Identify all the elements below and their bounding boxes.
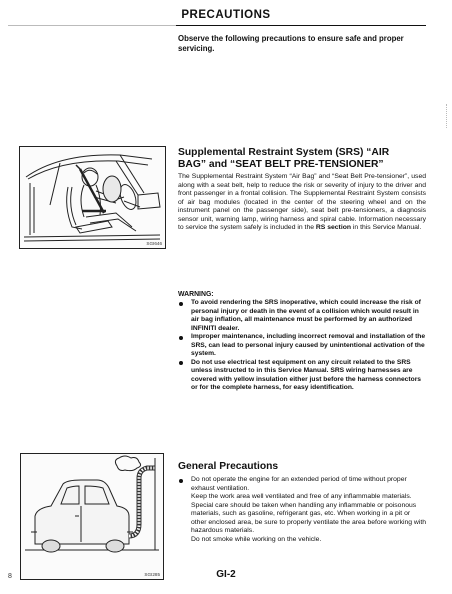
warning-text: Improper maintenance, including incorrect removal and installation of the SRS, can lead to personal injury caused by unintentional activation of the system. [191, 333, 426, 357]
warning-text: To avoid rendering the SRS inoperative, which could increase the risk of personal injury or death in the event of a collision which would result in air bag inflation, all maintenance must be performed by an authorized INFINITI dealer. [191, 299, 421, 332]
srs-title-line-1: Supplemental Restraint System (SRS) “AIR [178, 147, 390, 158]
precaution-continuation: Keep the work area well ventilated and free of any inflammable materials. Special care should be taken when handling any inflammable or poisonous materials, such as gasoline, refrigerant gas, etc. When working in a pit or other enclosed area, be sure to properly ventilate the area before working with hazardous materials. [191, 493, 427, 534]
header-rule [176, 25, 426, 26]
exhaust-ventilation-illustration [20, 453, 164, 580]
warning-heading: WARNING: [178, 291, 214, 298]
list-item [178, 333, 426, 359]
srs-body-pre: The Supplemental Restraint System “Air Bag” and “Seat Belt Pre-tensioner”, used along with a seat belt, help to reduce the risk or severity of injury to the driver and front passenger in a frontal collision. The Supplemental Restraint System consists of air bag modules (located in the center of the steering wheel and on the instrument panel on the passenger side), seat belt pre-tensioners, a diagnosis sensor unit, warning lamp, wiring harness and spiral cable. Information necessary to service the system safely is included in the [178, 173, 426, 231]
page-header-title: PRECAUTIONS [181, 9, 271, 21]
intro-text: Observe the following precautions to ensure safe and proper servicing. [178, 34, 404, 53]
bullet-icon [179, 336, 183, 340]
general-precautions-title: General Precautions [178, 461, 279, 472]
srs-illustration [19, 146, 166, 249]
warning-text: Do not use electrical test equipment on any circuit related to the SRS unless instructed to in this Service Manual. SRS wiring harnesses are covered with yellow insulation either just before the harness connectors or for the complete harness, for easy identification. [191, 358, 422, 391]
car-exhaust-drawing [21, 454, 163, 579]
margin-mark: 8 [8, 573, 12, 580]
bullet-icon [179, 479, 183, 483]
figure-code: SGI285 [144, 572, 160, 577]
warning-list [178, 299, 426, 393]
list-item [178, 299, 426, 333]
precaution-text: Do not operate the engine for an extended period of time without proper exhaust ventilation. [191, 476, 407, 492]
srs-body-post: in this Service Manual. [351, 224, 422, 231]
page-number: GI-2 [216, 569, 236, 580]
header-rule-faint [8, 25, 176, 26]
general-precautions-body [178, 476, 426, 544]
figure-code: SGI646 [146, 241, 162, 246]
car-interior-drawing [20, 147, 165, 248]
list-item [178, 476, 426, 493]
srs-body-bold: RS section [315, 224, 352, 231]
srs-title-line-2: BAG” and “SEAT BELT PRE-TENSIONER” [178, 159, 384, 170]
precaution-continuation-2: Do not smoke while working on the vehicle. [191, 535, 322, 543]
list-item [178, 359, 426, 393]
bullet-icon [179, 302, 183, 306]
scan-edge-mark [446, 104, 447, 128]
srs-body-text [178, 173, 426, 233]
bullet-icon [179, 361, 183, 365]
srs-section-title [178, 147, 428, 171]
